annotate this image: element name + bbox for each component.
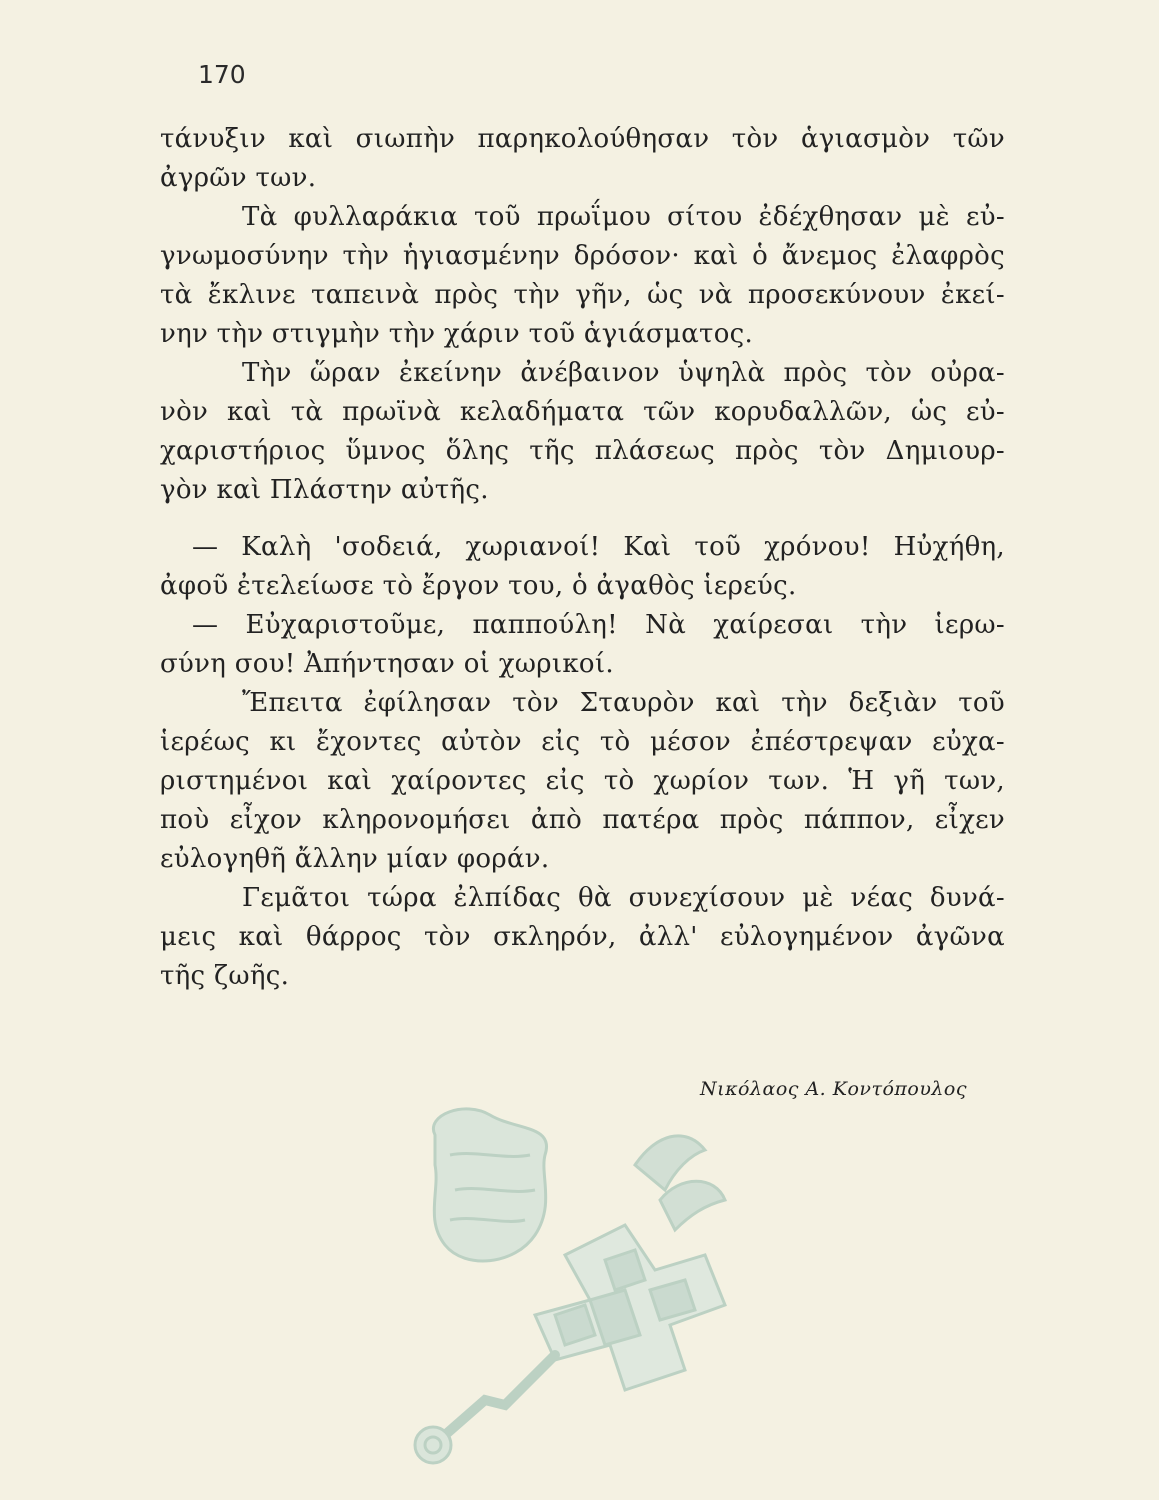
- text-line: — Καλὴ 'σοδειά, χωριανοί! Καὶ τοῦ χρόνου! Ηὐχήθη,: [192, 532, 1005, 562]
- paragraph: [160, 879, 1005, 996]
- text-line: Ἔπειτα ἐφίλησαν τὸν Σταυρὸν καὶ τὴν δεξιὰν τοῦ: [242, 688, 1005, 718]
- text-line: μεις καὶ θάρρος τὸν σκληρόν, ἀλλ' εὐλογημένον ἀγῶνα: [160, 922, 1005, 952]
- body-text: [160, 120, 1005, 996]
- text-line: ριστημένοι καὶ χαίροντες εἰς τὸ χωρίον των. Ἡ γῆ των,: [160, 766, 1005, 796]
- paragraph: [160, 120, 1005, 198]
- text-line: γὸν καὶ Πλάστην αὐτῆς.: [160, 475, 489, 505]
- text-line: νην τὴν στιγμὴν τὴν χάριν τοῦ ἁγιάσματος.: [160, 319, 754, 349]
- page-number: 170: [198, 60, 246, 89]
- text-line: γνωμοσύνην τὴν ἡγιασμένην δρόσον· καὶ ὁ ἄνεμος ἐλαφρὸς: [160, 241, 1005, 271]
- text-line: ποὺ εἶχον κληρονομήσει ἀπὸ πατέρα πρὸς πάππον, εἶχεν: [160, 805, 1005, 835]
- paragraph: [160, 528, 1005, 606]
- paragraph: [160, 198, 1005, 354]
- paragraph-gap: [160, 510, 1005, 528]
- text-line: Τὰ φυλλαράκια τοῦ πρωΐμου σίτου ἐδέχθησαν μὲ εὐ-: [242, 202, 1005, 232]
- text-line: χαριστήριος ὕμνος ὅλης τῆς πλάσεως πρὸς τὸν Δημιουρ-: [160, 436, 1005, 466]
- text-line: — Εὐχαριστοῦμε, παππούλη! Νὰ χαίρεσαι τὴν ἱερω-: [192, 610, 1005, 640]
- text-line: νὸν καὶ τὰ πρωϊνὰ κελαδήματα τῶν κορυδαλλῶν, ὡς εὐ-: [160, 397, 1005, 427]
- text-line: τὰ ἔκλινε ταπεινὰ πρὸς τὴν γῆν, ὡς νὰ προσεκύνουν ἐκεί-: [160, 280, 1005, 310]
- text-line: σύνη σου! Ἀπήντησαν οἱ χωρικοί.: [160, 649, 614, 679]
- censer-cross-ornament-icon: [405, 1095, 775, 1475]
- paragraph: [160, 354, 1005, 510]
- text-line: ἀφοῦ ἐτελείωσε τὸ ἔργον του, ὁ ἀγαθὸς ἱερεύς.: [160, 571, 797, 601]
- text-line: ἀγρῶν των.: [160, 163, 317, 193]
- text-line: τάνυξιν καὶ σιωπὴν παρηκολούθησαν τὸν ἁγιασμὸν τῶν: [160, 124, 1005, 154]
- paragraph: [160, 684, 1005, 879]
- text-line: ἱερέως κι ἔχοντες αὐτὸν εἰς τὸ μέσον ἐπέστρεψαν εὐχα-: [160, 727, 1005, 757]
- text-line: εὐλογηθῆ ἄλλην μίαν φοράν.: [160, 844, 550, 874]
- text-line: τῆς ζωῆς.: [160, 961, 290, 991]
- paragraph: [160, 606, 1005, 684]
- text-line: Γεμᾶτοι τώρα ἐλπίδας θὰ συνεχίσουν μὲ νέας δυνά-: [242, 883, 1005, 913]
- text-line: Τὴν ὥραν ἐκείνην ἀνέβαινον ὑψηλὰ πρὸς τὸν οὐρα-: [242, 358, 1005, 388]
- author-signature: Νικόλαος Α. Κοντόπουλος: [700, 1078, 967, 1100]
